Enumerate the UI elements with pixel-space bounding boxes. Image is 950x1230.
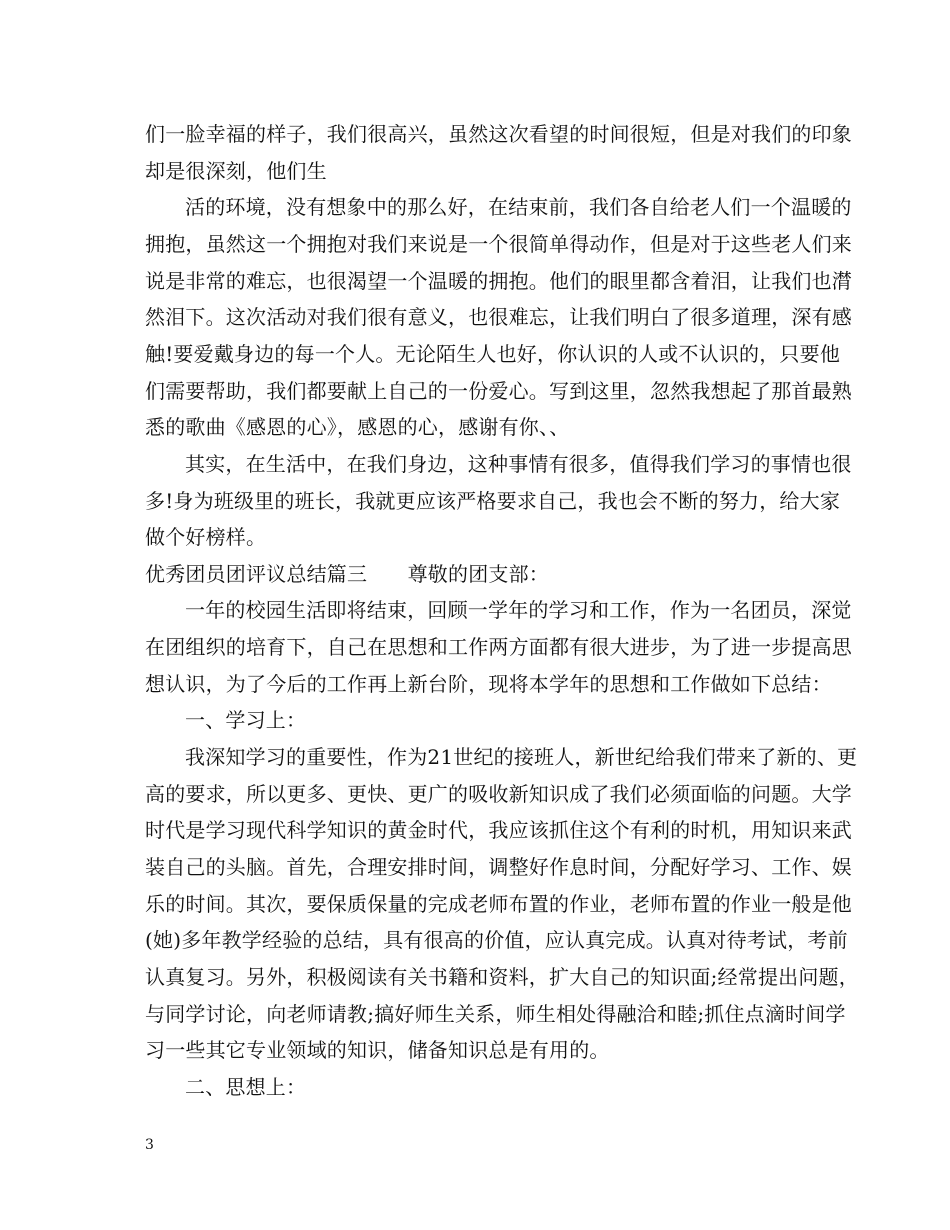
text-line: 与同学讨论，向老师请教;搞好师生关系，师生相处得融洽和睦;抓住点滴时间学 <box>145 1002 846 1026</box>
text-line: 悉的歌曲《感恩的心》，感恩的心，感谢有你、、 <box>145 415 570 439</box>
text-line: 时代是学习现代科学知识的黄金时代，我应该抓住这个有利的时机，用知识来武 <box>145 818 852 842</box>
text-line: 高的要求，所以更多、更快、更广的吸收新知识成了我们必须面临的问题。大学 <box>145 782 852 806</box>
text-line: 习一些其它专业领域的知识，储备知识总是有用的。 <box>145 1038 610 1062</box>
text-line: 拥抱，虽然这一个拥抱对我们来说是一个很简单得动作，但是对于这些老人们来 <box>145 232 852 256</box>
page-number: 3 <box>145 1137 154 1153</box>
text-line: 装自己的头脑。首先，合理安排时间，调整好作息时间，分配好学习、工作、娱 <box>145 855 852 879</box>
text-line: 乐的时间。其次，要保质保量的完成老师布置的作业，老师布置的作业一般是他 <box>145 892 852 916</box>
text-line: 然泪下。这次活动对我们很有意义，也很难忘，让我们明白了很多道理，深有感 <box>145 305 852 329</box>
text-line: (她)多年教学经验的总结，具有很高的价值，应认真完成。认真对待考试，考前 <box>145 928 848 952</box>
text-line: 活的环境，没有想象中的那么好，在结束前，我们各自给老人们一个温暖的 <box>185 195 852 219</box>
text-line: 做个好榜样。 <box>145 525 267 549</box>
text-line: 一年的校园生活即将结束，回顾一学年的学习和工作，作为一名团员，深觉 <box>185 598 852 622</box>
subsection-heading: 二、思想上： <box>185 1075 307 1099</box>
text-line: 触!要爱戴身边的每一个人。无论陌生人也好，你认识的人或不认识的，只要他 <box>145 342 841 366</box>
text-line: 认真复习。另外，积极阅读有关书籍和资料，扩大自己的知识面;经常提出问题， <box>145 965 859 989</box>
text-line: 说是非常的难忘，也很渴望一个温暖的拥抱。他们的眼里都含着泪，让我们也潸 <box>145 269 852 293</box>
text-line: 在团组织的培育下，自己在思想和工作两方面都有很大进步，为了进一步提高思 <box>145 635 852 659</box>
text-line: 却是很深刻，他们生 <box>145 159 327 183</box>
section-heading: 优秀团员团评议总结篇三 尊敬的团支部： <box>145 562 549 586</box>
text-line: 多!身为班级里的班长，我就更应该严格要求自己，我也会不断的努力，给大家 <box>145 489 841 513</box>
text-line: 其实，在生活中，在我们身边，这种事情有很多，值得我们学习的事情也很 <box>185 452 852 476</box>
text-line: 我深知学习的重要性，作为21世纪的接班人，新世纪给我们带来了新的、更 <box>185 745 858 769</box>
text-line: 想认识，为了今后的工作再上新台阶，现将本学年的思想和工作做如下总结： <box>145 672 832 696</box>
text-line: 们需要帮助，我们都要献上自己的一份爱心。写到这里，忽然我想起了那首最熟 <box>145 379 852 403</box>
text-line: 们一脸幸福的样子，我们很高兴，虽然这次看望的时间很短，但是对我们的印象 <box>145 122 852 146</box>
subsection-heading: 一、学习上： <box>185 708 307 732</box>
